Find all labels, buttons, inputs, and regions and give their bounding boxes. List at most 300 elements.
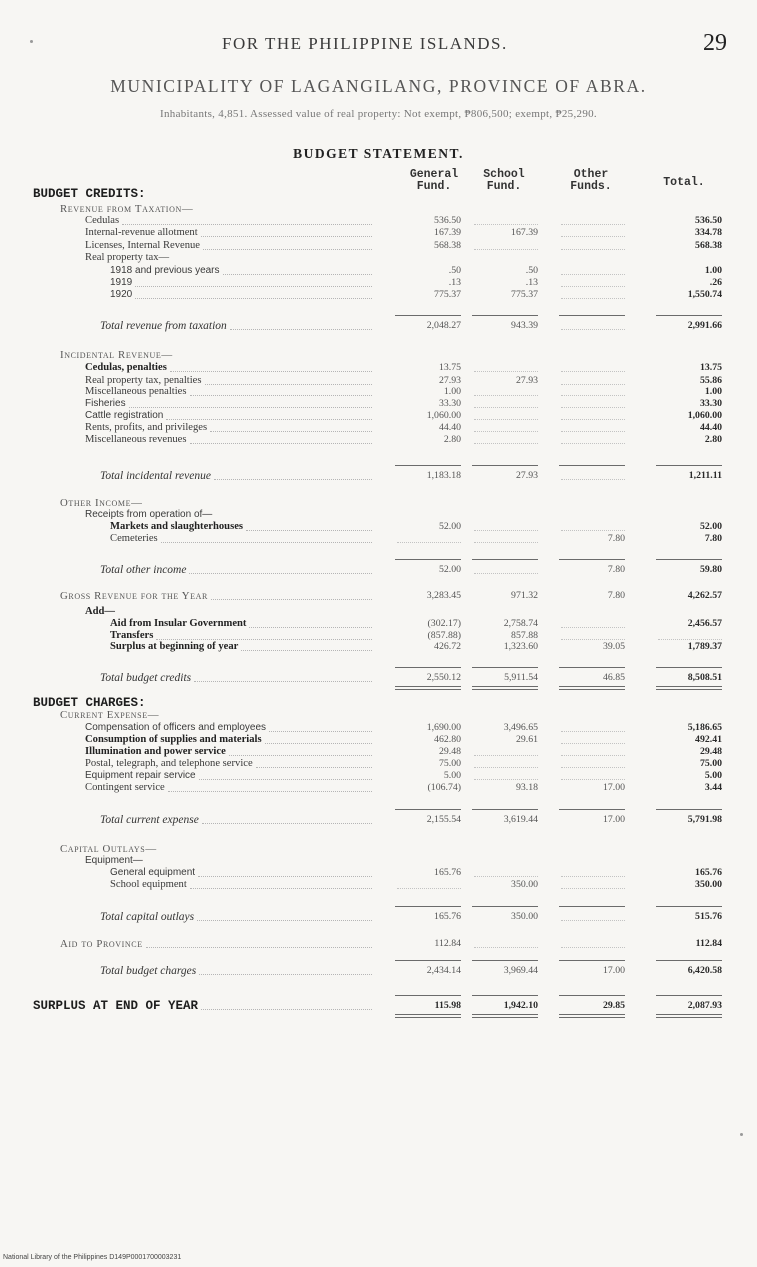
school-fund-cell: 29.61 — [515, 734, 538, 745]
school-fund-cell: 5,911.54 — [504, 672, 538, 683]
general-fund-cell: 33.30 — [438, 398, 461, 409]
rule-line — [559, 315, 625, 316]
empty-cell — [474, 947, 538, 948]
column-header-school-fund: School Fund. — [483, 168, 525, 193]
rule-line — [395, 315, 461, 316]
empty-cell — [561, 384, 625, 385]
general-fund-cell: 165.76 — [434, 911, 461, 922]
total-cell: 112.84 — [695, 938, 722, 949]
general-fund-cell: (302.17) — [427, 618, 461, 629]
total-cell: 52.00 — [699, 521, 722, 532]
general-fund-cell: 167.39 — [434, 227, 461, 238]
double-rule-line — [472, 689, 538, 690]
leader-dots — [230, 329, 372, 330]
leader-dots — [198, 876, 372, 877]
leader-dots — [161, 542, 372, 543]
table-row — [0, 867, 757, 879]
table-row — [0, 843, 757, 855]
table-row — [0, 215, 757, 227]
general-fund-cell: 112.84 — [434, 938, 461, 949]
table-row — [0, 386, 757, 398]
row-label: Add— — [85, 606, 116, 617]
table-row — [0, 533, 757, 545]
rule-line — [395, 465, 461, 466]
leader-dots — [156, 639, 372, 640]
table-row — [0, 697, 757, 709]
general-fund-cell: 2,155.54 — [426, 814, 461, 825]
general-fund-cell: 1,183.18 — [426, 470, 461, 481]
school-fund-cell: 27.93 — [515, 375, 538, 386]
general-fund-cell: .50 — [448, 265, 461, 276]
row-label: Equipment repair service — [85, 770, 196, 781]
school-fund-cell: 1,942.10 — [503, 1000, 538, 1011]
other-funds-cell: 17.00 — [602, 782, 625, 793]
total-cell: 44.40 — [699, 422, 722, 433]
table-row — [0, 672, 757, 684]
table-row — [0, 911, 757, 923]
total-cell: 1,789.37 — [687, 641, 722, 652]
empty-cell — [474, 755, 538, 756]
total-cell: 29.48 — [699, 746, 722, 757]
total-cell: 4,262.57 — [687, 590, 722, 601]
table-row — [0, 240, 757, 252]
general-fund-cell: 5.00 — [443, 770, 461, 781]
leader-dots — [197, 920, 372, 921]
row-label: Aid to Province — [60, 938, 143, 950]
rule-line — [559, 995, 625, 996]
double-rule-line — [559, 689, 625, 690]
double-rule-line — [395, 1014, 461, 1015]
general-fund-cell: 2,550.12 — [426, 672, 461, 683]
school-fund-cell: 2,758.74 — [503, 618, 538, 629]
leader-dots — [223, 274, 372, 275]
statement-title: BUDGET STATEMENT. — [293, 146, 464, 161]
total-cell: 13.75 — [699, 362, 722, 373]
table-row — [0, 938, 757, 950]
leader-dots — [190, 395, 373, 396]
row-label: Aid from Insular Government — [110, 618, 247, 629]
leader-dots — [214, 479, 372, 480]
table-row — [0, 758, 757, 770]
empty-cell — [397, 542, 461, 543]
table-row — [0, 188, 757, 200]
empty-cell — [397, 888, 461, 889]
empty-cell — [561, 431, 625, 432]
leader-dots — [202, 823, 372, 824]
leader-dots — [190, 888, 372, 889]
rule-line — [472, 960, 538, 961]
rule-line — [656, 559, 722, 560]
table-row — [0, 770, 757, 782]
table-row — [0, 497, 757, 509]
rule-line — [656, 465, 722, 466]
rule-line — [559, 906, 625, 907]
empty-cell — [658, 639, 722, 640]
double-rule-line — [559, 1014, 625, 1015]
school-fund-cell: 350.00 — [511, 911, 538, 922]
leader-dots — [199, 779, 372, 780]
total-cell: 2.80 — [704, 434, 722, 445]
other-funds-cell: 7.80 — [607, 564, 625, 575]
row-label: Markets and slaughterhouses — [110, 521, 244, 532]
general-fund-cell: 1,690.00 — [426, 722, 461, 733]
rule-line — [395, 809, 461, 810]
general-fund-cell: .13 — [448, 277, 461, 288]
table-row — [0, 410, 757, 422]
general-fund-cell: 2,048.27 — [426, 320, 461, 331]
empty-cell — [561, 395, 625, 396]
library-footer: National Library of the Philippines D149P0001700003231 — [3, 1254, 182, 1261]
general-fund-cell: 462.80 — [434, 734, 461, 745]
empty-cell — [561, 731, 625, 732]
general-fund-cell: 775.37 — [434, 289, 461, 300]
table-row — [0, 641, 757, 653]
rule-line — [559, 960, 625, 961]
school-fund-cell: 971.32 — [511, 590, 538, 601]
table-row — [0, 349, 757, 361]
rule-line — [656, 315, 722, 316]
table-row — [0, 203, 757, 215]
row-label: Cedulas, penalties — [85, 362, 167, 373]
empty-cell — [561, 947, 625, 948]
total-cell: 568.38 — [695, 240, 722, 251]
row-label: Receipts from operation of— — [85, 509, 213, 520]
row-label: Compensation of officers and employees — [85, 722, 267, 733]
table-row — [0, 362, 757, 374]
leader-dots — [201, 1009, 372, 1010]
rule-line — [559, 465, 625, 466]
total-cell: 350.00 — [695, 879, 722, 890]
total-cell: 515.76 — [695, 911, 722, 922]
leader-dots — [229, 755, 372, 756]
rule-line — [559, 559, 625, 560]
general-fund-cell: 52.00 — [438, 564, 461, 575]
total-cell: 75.00 — [699, 758, 722, 769]
row-label: Total revenue from taxation — [100, 320, 227, 332]
rule-line — [559, 667, 625, 668]
table-row — [0, 470, 757, 482]
school-fund-cell: .50 — [525, 265, 538, 276]
general-fund-cell: 2,434.14 — [426, 965, 461, 976]
rule-line — [656, 906, 722, 907]
rule-line — [656, 960, 722, 961]
double-rule-line — [395, 689, 461, 690]
row-label: Equipment— — [85, 855, 143, 866]
inhabitants-line: Inhabitants, 4,851. Assessed value of real property: Not exempt, ₱806,500; exempt, ₱25,290. — [160, 108, 597, 120]
empty-cell — [561, 419, 625, 420]
total-cell: .26 — [709, 277, 722, 288]
empty-cell — [474, 443, 538, 444]
leader-dots — [122, 224, 372, 225]
row-label: Revenue from Taxation— — [60, 203, 194, 215]
row-label: Gross Revenue for the Year — [60, 590, 208, 602]
empty-cell — [561, 443, 625, 444]
leader-dots — [249, 627, 372, 628]
other-funds-cell: 17.00 — [602, 965, 625, 976]
table-row — [0, 965, 757, 977]
running-head-title: FOR THE PHILIPPINE ISLANDS. — [222, 34, 508, 53]
school-fund-cell: 350.00 — [511, 879, 538, 890]
general-fund-cell: 44.40 — [438, 422, 461, 433]
total-cell: 492.41 — [695, 734, 722, 745]
leader-dots — [205, 384, 373, 385]
total-cell: 1,211.11 — [688, 470, 722, 481]
empty-cell — [561, 767, 625, 768]
general-fund-cell: 29.48 — [438, 746, 461, 757]
table-row — [0, 855, 757, 867]
total-cell: 2,991.66 — [687, 320, 722, 331]
school-fund-cell: 27.93 — [515, 470, 538, 481]
total-cell: 2,456.57 — [687, 618, 722, 629]
rule-line — [472, 667, 538, 668]
general-fund-cell: 1.00 — [443, 386, 461, 397]
school-fund-cell: 167.39 — [511, 227, 538, 238]
table-row — [0, 521, 757, 533]
general-fund-cell: 1,060.00 — [426, 410, 461, 421]
empty-cell — [474, 779, 538, 780]
empty-cell — [561, 639, 625, 640]
total-cell: 5,186.65 — [687, 722, 722, 733]
column-header-total: Total. — [663, 176, 705, 189]
row-label: Real property tax, penalties — [85, 375, 202, 386]
total-cell: 334.78 — [695, 227, 722, 238]
page-number: 29 — [703, 30, 727, 56]
table-row — [0, 879, 757, 891]
double-rule-line — [395, 686, 461, 687]
row-label: Internal-revenue allotment — [85, 227, 198, 238]
leader-dots — [170, 371, 372, 372]
row-label: Incidental Revenue— — [60, 349, 173, 361]
row-label: Total current expense — [100, 814, 199, 826]
empty-cell — [561, 298, 625, 299]
row-label: Cattle registration — [85, 410, 164, 421]
total-cell: 5.00 — [704, 770, 722, 781]
table-row — [0, 227, 757, 239]
table-row — [0, 422, 757, 434]
column-header-general-fund: General Fund. — [409, 168, 459, 193]
row-label: 1920 — [110, 289, 133, 300]
row-label: Cemeteries — [110, 533, 158, 544]
total-cell: 165.76 — [695, 867, 722, 878]
other-funds-cell: 17.00 — [602, 814, 625, 825]
empty-cell — [561, 407, 625, 408]
table-row — [0, 746, 757, 758]
table-row — [0, 398, 757, 410]
table-row — [0, 564, 757, 576]
table-row — [0, 709, 757, 721]
total-cell: 6,420.58 — [687, 965, 722, 976]
school-fund-cell: 857.88 — [511, 630, 538, 641]
total-cell: 7.80 — [704, 533, 722, 544]
other-funds-cell: 46.85 — [602, 672, 625, 683]
school-fund-cell: 943.39 — [511, 320, 538, 331]
row-label: BUDGET CREDITS: — [33, 187, 146, 201]
rule-line — [559, 809, 625, 810]
leader-dots — [190, 443, 373, 444]
table-row — [0, 1000, 757, 1012]
row-label: 1918 and previous years — [110, 265, 220, 276]
empty-cell — [474, 224, 538, 225]
rule-line — [472, 559, 538, 560]
school-fund-cell: 3,969.44 — [503, 965, 538, 976]
table-row — [0, 814, 757, 826]
empty-cell — [474, 407, 538, 408]
general-fund-cell: 426.72 — [434, 641, 461, 652]
school-fund-cell: 775.37 — [511, 289, 538, 300]
rule-line — [395, 906, 461, 907]
empty-cell — [561, 755, 625, 756]
other-funds-cell: 29.85 — [602, 1000, 625, 1011]
total-cell: 3.44 — [704, 782, 722, 793]
empty-cell — [561, 286, 625, 287]
table-row — [0, 265, 757, 277]
total-cell: 536.50 — [695, 215, 722, 226]
row-label: Total incidental revenue — [100, 470, 211, 482]
row-label: Other Income— — [60, 497, 143, 509]
other-funds-cell: 7.80 — [607, 533, 625, 544]
total-cell: 8,508.51 — [687, 672, 722, 683]
table-row — [0, 722, 757, 734]
empty-cell — [474, 876, 538, 877]
empty-cell — [474, 530, 538, 531]
rule-line — [395, 960, 461, 961]
double-rule-line — [395, 1017, 461, 1018]
total-cell: 55.86 — [699, 375, 722, 386]
row-label: Contingent service — [85, 782, 165, 793]
double-rule-line — [656, 686, 722, 687]
total-cell: 59.80 — [699, 564, 722, 575]
row-label: Total budget charges — [100, 965, 197, 977]
leader-dots — [246, 530, 372, 531]
empty-cell — [474, 419, 538, 420]
general-fund-cell: 536.50 — [434, 215, 461, 226]
empty-cell — [561, 224, 625, 225]
other-funds-cell: 7.80 — [607, 590, 625, 601]
empty-cell — [474, 542, 538, 543]
row-label: Total other income — [100, 564, 187, 576]
empty-cell — [561, 743, 625, 744]
empty-cell — [561, 888, 625, 889]
empty-cell — [474, 573, 538, 574]
rule-line — [656, 809, 722, 810]
row-label: Miscellaneous penalties — [85, 386, 187, 397]
empty-cell — [561, 627, 625, 628]
table-row — [0, 252, 757, 264]
row-label: Illumination and power service — [85, 746, 226, 757]
row-label: 1919 — [110, 277, 133, 288]
general-fund-cell: 3,283.45 — [426, 590, 461, 601]
leader-dots — [129, 407, 372, 408]
leader-dots — [211, 599, 372, 600]
column-header-other-funds: Other Funds. — [570, 168, 612, 193]
table-row — [0, 509, 757, 521]
leader-dots — [166, 419, 372, 420]
row-label: Capital Outlays— — [60, 843, 157, 855]
double-rule-line — [472, 1014, 538, 1015]
table-row — [0, 277, 757, 289]
leader-dots — [189, 573, 372, 574]
double-rule-line — [559, 686, 625, 687]
total-cell: 1.00 — [704, 265, 722, 276]
rule-line — [656, 995, 722, 996]
leader-dots — [135, 298, 372, 299]
general-fund-cell: (106.74) — [427, 782, 461, 793]
rule-line — [395, 559, 461, 560]
row-label: BUDGET CHARGES: — [33, 696, 146, 710]
leader-dots — [201, 236, 372, 237]
row-label: Consumption of supplies and materials — [85, 734, 262, 745]
total-cell: 1,060.00 — [687, 410, 722, 421]
other-funds-cell: 39.05 — [602, 641, 625, 652]
table-row — [0, 782, 757, 794]
total-cell: 1.00 — [704, 386, 722, 397]
empty-cell — [561, 371, 625, 372]
total-cell: 2,087.93 — [687, 1000, 722, 1011]
paper-speck — [740, 1133, 743, 1136]
rule-line — [395, 667, 461, 668]
total-cell: 1,550.74 — [687, 289, 722, 300]
school-fund-cell: 1,323.60 — [503, 641, 538, 652]
empty-cell — [561, 479, 625, 480]
row-label: Rents, profits, and privileges — [85, 422, 208, 433]
empty-cell — [561, 236, 625, 237]
general-fund-cell: 165.76 — [434, 867, 461, 878]
double-rule-line — [656, 1017, 722, 1018]
double-rule-line — [472, 686, 538, 687]
table-row — [0, 289, 757, 301]
leader-dots — [241, 650, 372, 651]
table-row — [0, 606, 757, 618]
row-label: Surplus at beginning of year — [110, 641, 239, 652]
empty-cell — [561, 249, 625, 250]
empty-cell — [561, 530, 625, 531]
empty-cell — [561, 779, 625, 780]
double-rule-line — [559, 1017, 625, 1018]
empty-cell — [561, 920, 625, 921]
school-fund-cell: 93.18 — [515, 782, 538, 793]
row-label: General equipment — [110, 867, 196, 878]
rule-line — [656, 667, 722, 668]
leader-dots — [256, 767, 372, 768]
row-label: Transfers — [110, 630, 154, 641]
general-fund-cell: (857.88) — [427, 630, 461, 641]
rule-line — [472, 906, 538, 907]
table-row — [0, 320, 757, 332]
rule-line — [472, 995, 538, 996]
rule-line — [395, 995, 461, 996]
rule-line — [472, 465, 538, 466]
empty-cell — [561, 329, 625, 330]
row-label: SURPLUS AT END OF YEAR — [33, 999, 199, 1013]
empty-cell — [561, 876, 625, 877]
empty-cell — [474, 431, 538, 432]
total-cell: 33.30 — [699, 398, 722, 409]
table-row — [0, 734, 757, 746]
leader-dots — [203, 249, 372, 250]
general-fund-cell: 75.00 — [438, 758, 461, 769]
general-fund-cell: 568.38 — [434, 240, 461, 251]
row-label: Real property tax— — [85, 252, 170, 263]
double-rule-line — [472, 1017, 538, 1018]
total-cell: 5,791.98 — [687, 814, 722, 825]
row-label: Miscellaneous revenues — [85, 434, 187, 445]
leader-dots — [265, 743, 372, 744]
general-fund-cell: 115.98 — [434, 1000, 461, 1011]
municipality-heading: MUNICIPALITY OF LAGANGILANG, PROVINCE OF ABRA. — [110, 76, 647, 96]
empty-cell — [561, 274, 625, 275]
row-label: Current Expense— — [60, 709, 160, 721]
empty-cell — [474, 371, 538, 372]
